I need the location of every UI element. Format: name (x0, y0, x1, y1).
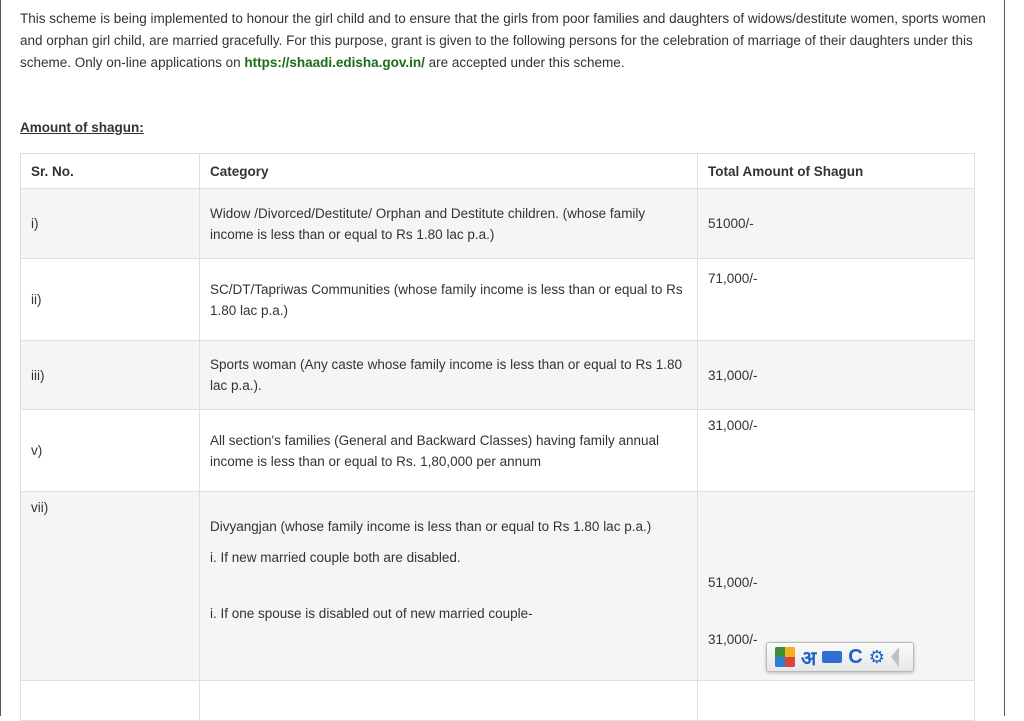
row-subcategory-1: i. If new married couple both are disabled. (210, 550, 461, 565)
collapse-arrow-icon[interactable] (891, 647, 899, 667)
row-sr: ii) (31, 292, 42, 307)
header-amount: Total Amount of Shagun (698, 154, 975, 189)
shagun-heading: Amount of shagun: (20, 120, 144, 135)
row-sr: iii) (31, 367, 45, 383)
row-category: Sports woman (Any caste whose family income is less than or equal to Rs 1.80 lac p.a.). (210, 357, 682, 393)
table-row (21, 681, 975, 721)
table-row (21, 259, 975, 341)
input-tools-logo-icon[interactable] (775, 647, 795, 667)
keyboard-icon[interactable] (822, 651, 842, 663)
header-category: Category (200, 154, 698, 189)
row-amount: 71,000/- (708, 271, 758, 286)
shaadi-portal-link[interactable]: https://shaadi.edisha.gov.in/ (244, 55, 425, 70)
header-sr-no: Sr. No. (21, 154, 200, 189)
table-row (21, 410, 975, 492)
row-sr: v) (31, 443, 43, 458)
table-row (21, 341, 975, 410)
hindi-input-icon[interactable]: अ (801, 645, 817, 670)
table-header-row (21, 154, 975, 189)
input-tools-toolbar[interactable] (766, 642, 914, 672)
c-toggle-icon[interactable]: C (848, 645, 863, 668)
row-sr: i) (31, 216, 39, 231)
row-amount-1: 51,000/- (708, 575, 758, 590)
row-category: Widow /Divorced/Destitute/ Orphan and Destitute children. (whose family income is less than or equal to Rs 1.80 lac p.a.) (210, 205, 646, 242)
row-amount: 31,000/- (708, 367, 758, 383)
row-sr: vii) (31, 500, 49, 515)
scheme-description: This scheme is being implemented to honour the girl child and to ensure that the girls from poor families and daughters of widows/destitute women, sports women and orphan girl child, are married gracefully. For this purpose, grant is given to the following persons for the celebration of marriage of their daughters under this scheme. Only on-line applications on https://shaadi.edisha.gov.in/ are accepted under this scheme. (20, 11, 986, 70)
gear-icon[interactable]: ⚙ (868, 646, 885, 668)
row-amount: 31,000/- (708, 418, 758, 433)
table-row (21, 189, 975, 259)
row-category: All section's families (General and Backward Classes) having family annual income is less than or equal to Rs. 1,80,000 per annum (210, 432, 660, 469)
row-category: SC/DT/Tapriwas Communities (whose family income is less than or equal to Rs 1.80 lac p.a.) (210, 281, 683, 318)
shagun-table (20, 153, 975, 721)
row-amount-2: 31,000/- (708, 632, 758, 647)
row-subcategory-2: i. If one spouse is disabled out of new married couple- (210, 606, 533, 621)
row-category: Divyangjan (whose family income is less than or equal to Rs 1.80 lac p.a.) (210, 519, 652, 534)
row-amount: 51000/- (708, 216, 754, 231)
